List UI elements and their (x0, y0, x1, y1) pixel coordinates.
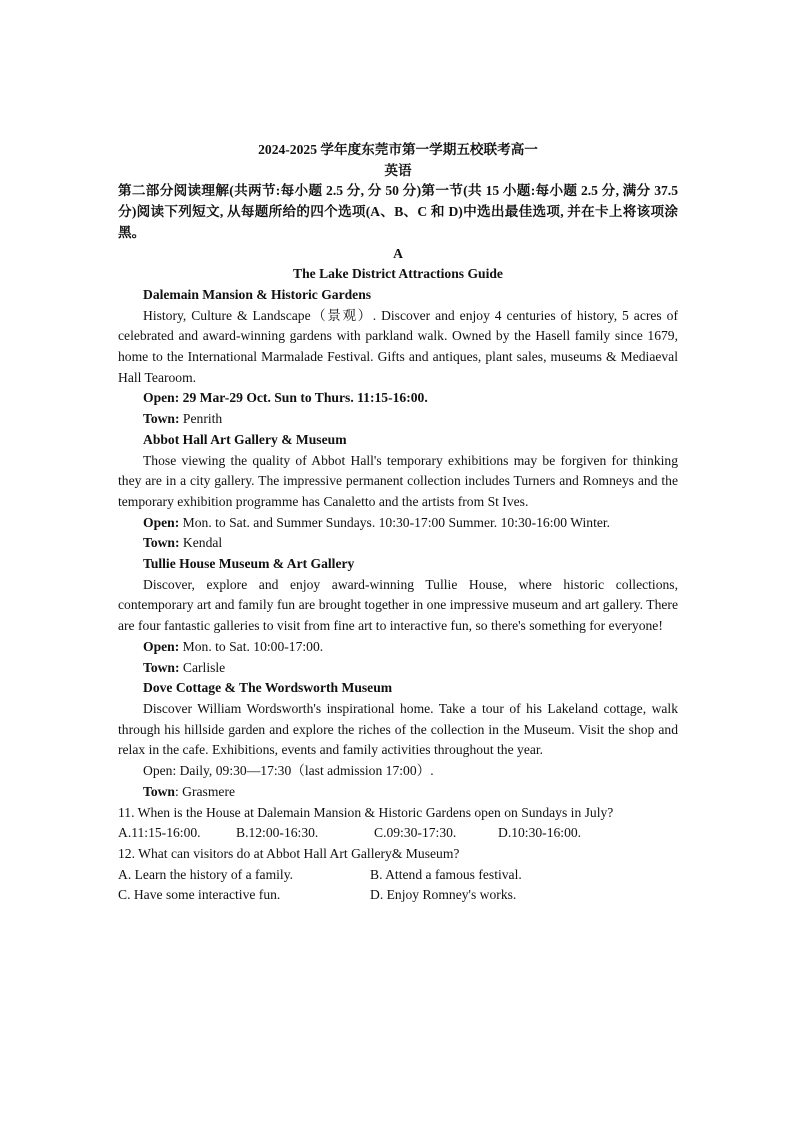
option-b: B. Attend a famous festival. (370, 866, 522, 882)
open-value: Open: Daily, 09:30—17:30（last admission 17:00）. (143, 763, 434, 779)
question-options (118, 865, 678, 886)
exam-page (118, 140, 678, 906)
question-stem: 12. What can visitors do at Abbot Hall Art Gallery& Museum? (118, 845, 460, 861)
town-label: Town: (143, 411, 180, 427)
option-c: C. Have some interactive fun. (118, 887, 281, 903)
open-value: Mon. to Sat. and Summer Sundays. 10:30-17:00 Summer. 10:30-16:00 Winter. (179, 514, 611, 530)
option-a: A. Learn the history of a family. (118, 866, 294, 882)
option-a: A.11:15-16:00. (118, 825, 201, 841)
town-value: : Grasmere (175, 783, 236, 799)
question-stem: 11. When is the House at Dalemain Mansion & Historic Gardens open on Sundays in July? (118, 804, 614, 820)
attraction-name: Dalemain Mansion & Historic Gardens (143, 286, 372, 302)
town-value: Penrith (179, 411, 223, 427)
attraction-open (118, 761, 678, 782)
open-value: Mon. to Sat. 10:00-17:00. (179, 638, 324, 654)
open-label: Open: 29 Mar-29 Oct. Sun to Thurs. 11:15-16:00. (143, 390, 428, 406)
attraction-name: Tullie House Museum & Art Gallery (143, 556, 355, 572)
question-options (118, 885, 678, 906)
attraction-town (118, 533, 678, 554)
attraction-name: Dove Cottage & The Wordsworth Museum (143, 680, 393, 696)
attraction-description: History, Culture & Landscape（景观）. Discover and enjoy 4 centuries of history, 5 acres of celebrated and award-winning gardens with parkland walk. Owned by the Hasell family since 1679, home to the International Marmalade Festival. Gifts and antiques, plant sales, museums & Mediaeval Hall Tearoom. (118, 307, 678, 385)
attraction-town (118, 658, 678, 679)
attraction-description: Those viewing the quality of Abbot Hall's temporary exhibitions may be forgiven for thinking they are in a city gallery. The impressive permanent collection includes Turners and Romneys and the temporary exhibition programme has Canaletto and the artists from St Ives. (118, 452, 678, 509)
attraction-open (118, 637, 678, 658)
open-label: Open: (143, 514, 180, 530)
open-label: Open: (143, 638, 180, 654)
option-b: B.12:00-16:30. (236, 825, 319, 841)
attraction-name: Abbot Hall Art Gallery & Museum (143, 431, 347, 447)
town-value: Kendal (179, 535, 223, 551)
town-label: Town: (143, 659, 180, 675)
exam-title: 2024-2025 学年度东莞市第一学期五校联考高一 (258, 142, 538, 157)
option-c: C.09:30-17:30. (374, 825, 457, 841)
section-instructions: 第二部分阅读理解(共两节:每小题 2.5 分, 分 50 分)第一节(共 15 小题:每小题 2.5 分, 满分 37.5 分)阅读下列短文, 从每题所给的四个选项(A、B、C 和 D)中选出最佳选项, 并在卡上将该项涂黑。 (118, 183, 678, 240)
town-label: Town (143, 783, 175, 799)
attraction-description: Discover William Wordsworth's inspirational home. Take a tour of his Lakeland cottage, walk through his hillside garden and explore the riches of the collection in the Museum. Visit the shop and relax in the cafe. Exhibitions, events and family activities throughout the year. (118, 700, 678, 758)
attraction-description: Discover, explore and enjoy award-winning Tullie House, where historic collections, contemporary art and family fun are brought together in one impressive museum and art gallery. There are four fantastic galleries to visit from fine art to interactive fun, so there's something for everyone! (118, 576, 678, 634)
attraction-town (118, 782, 678, 803)
question-options (118, 823, 678, 844)
passage-title: The Lake District Attractions Guide (293, 266, 503, 282)
passage-letter: A (393, 245, 403, 261)
option-d: D.10:30-16:00. (498, 825, 582, 841)
option-d: D. Enjoy Romney's works. (370, 887, 517, 903)
attraction-open (118, 513, 678, 534)
attraction-town (118, 409, 678, 430)
attraction-open (118, 388, 678, 409)
town-value: Carlisle (179, 659, 226, 675)
town-label: Town: (143, 535, 180, 551)
subject-title: 英语 (384, 162, 412, 178)
